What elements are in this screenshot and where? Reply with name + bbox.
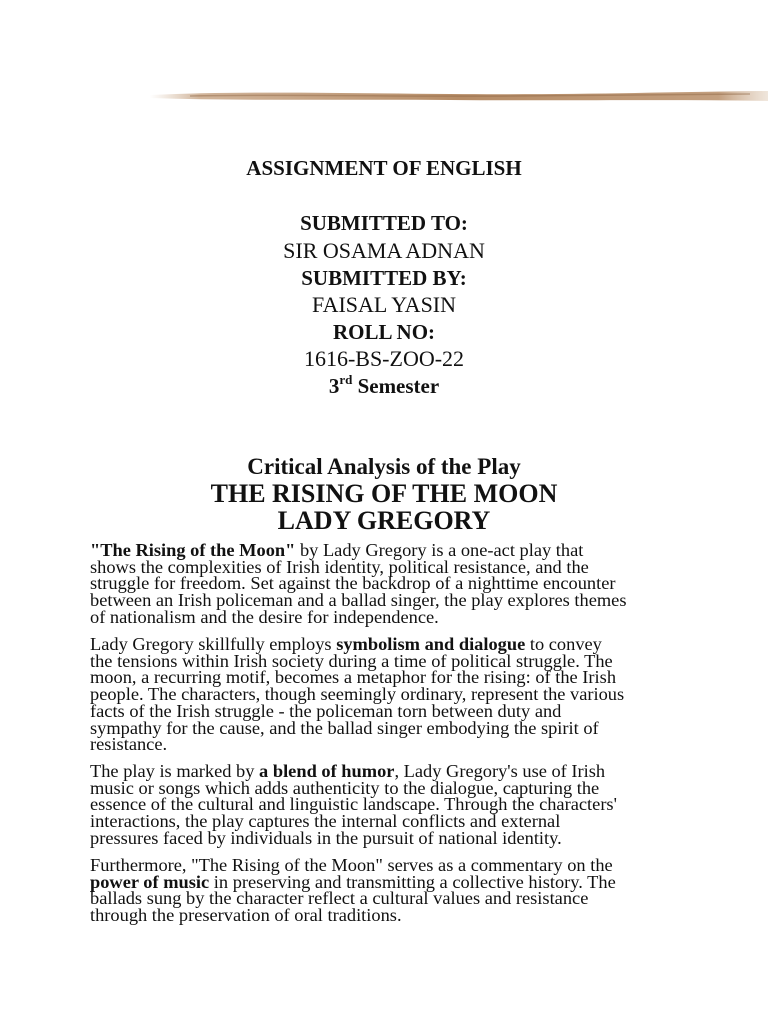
paragraph-line: resistance. bbox=[90, 734, 168, 755]
brush-stroke-decoration bbox=[150, 84, 768, 110]
bold-phrase: a blend of humor bbox=[259, 761, 395, 781]
paragraph-line: shows the complexities of Irish identity, political resistance, and the bbox=[90, 556, 589, 577]
analysis-heading: Critical Analysis of the Play bbox=[247, 454, 521, 479]
semester-line bbox=[0, 374, 768, 399]
paragraph-line: the tensions within Irish society during a time of political struggle. The bbox=[90, 650, 613, 671]
paragraph-line: Furthermore, "The Rising of the Moon" serves as a commentary on the bbox=[90, 855, 613, 875]
paragraph-line: ballads sung by the character reflect a cultural values and resistance bbox=[90, 888, 589, 909]
paragraph-line: music or songs which adds authenticity to the dialogue, capturing the bbox=[90, 777, 600, 798]
semester-suffix: rd bbox=[339, 372, 353, 387]
paragraph-line: pressures faced by individuals in the pursuit of national identity. bbox=[90, 827, 562, 848]
paragraph-intro bbox=[90, 542, 690, 626]
play-title: THE RISING OF THE MOON bbox=[210, 479, 558, 508]
paragraph-line: essence of the cultural and linguistic landscape. Through the characters' bbox=[90, 794, 617, 815]
paragraph-line: through the preservation of oral traditions. bbox=[90, 905, 402, 926]
roll-no-label: ROLL NO: bbox=[332, 320, 436, 344]
semester-number: 3 bbox=[328, 374, 340, 398]
roll-no-value: 1616-BS-ZOO-22 bbox=[303, 346, 465, 371]
paragraph-line: Lady Gregory skillfully employs symbolism and dialogue to convey bbox=[90, 634, 602, 654]
bold-phrase: power of music bbox=[90, 871, 210, 892]
paragraph-line: of nationalism and the desire for independence. bbox=[90, 606, 439, 627]
paragraph-line: facts of the Irish struggle - the policeman torn between duty and bbox=[90, 700, 562, 721]
paragraph-line: between an Irish policeman and a ballad singer, the play explores themes bbox=[90, 590, 627, 611]
paragraph-line: The play is marked by a blend of humor, Lady Gregory's use of Irish bbox=[90, 761, 606, 781]
paragraph-line: moon, a recurring motif, becomes a metaphor for the rising: of the Irish bbox=[90, 667, 617, 688]
paragraph-music bbox=[90, 857, 690, 924]
paragraph-line: power of music in preserving and transmitting a collective history. The bbox=[90, 871, 616, 892]
submitted-to-name: SIR OSAMA ADNAN bbox=[283, 238, 485, 263]
paragraph-line: struggle for freedom. Set against the backdrop of a nighttime encounter bbox=[90, 573, 616, 594]
paragraph-line: sympathy for the cause, and the ballad singer embodying the spirit of bbox=[90, 717, 599, 738]
semester-word: Semester bbox=[352, 374, 440, 398]
paragraph-line: interactions, the play captures the internal conflicts and external bbox=[90, 811, 561, 832]
author-name: LADY GREGORY bbox=[277, 506, 491, 535]
paragraph-line: people. The characters, though seemingly ordinary, represent the various bbox=[90, 684, 625, 705]
submitted-to-label: SUBMITTED TO: bbox=[300, 211, 468, 235]
assignment-title: ASSIGNMENT OF ENGLISH bbox=[246, 156, 522, 180]
submitted-by-label: SUBMITTED BY: bbox=[301, 266, 467, 290]
paragraph-humor bbox=[90, 763, 690, 847]
paragraph-symbolism bbox=[90, 636, 690, 753]
submitted-by-name: FAISAL YASIN bbox=[311, 292, 457, 317]
bold-phrase: symbolism and dialogue bbox=[336, 634, 526, 654]
bold-phrase: "The Rising of the Moon" bbox=[90, 540, 296, 560]
paragraph-line: "The Rising of the Moon" by Lady Gregory is a one-act play that bbox=[90, 540, 584, 560]
